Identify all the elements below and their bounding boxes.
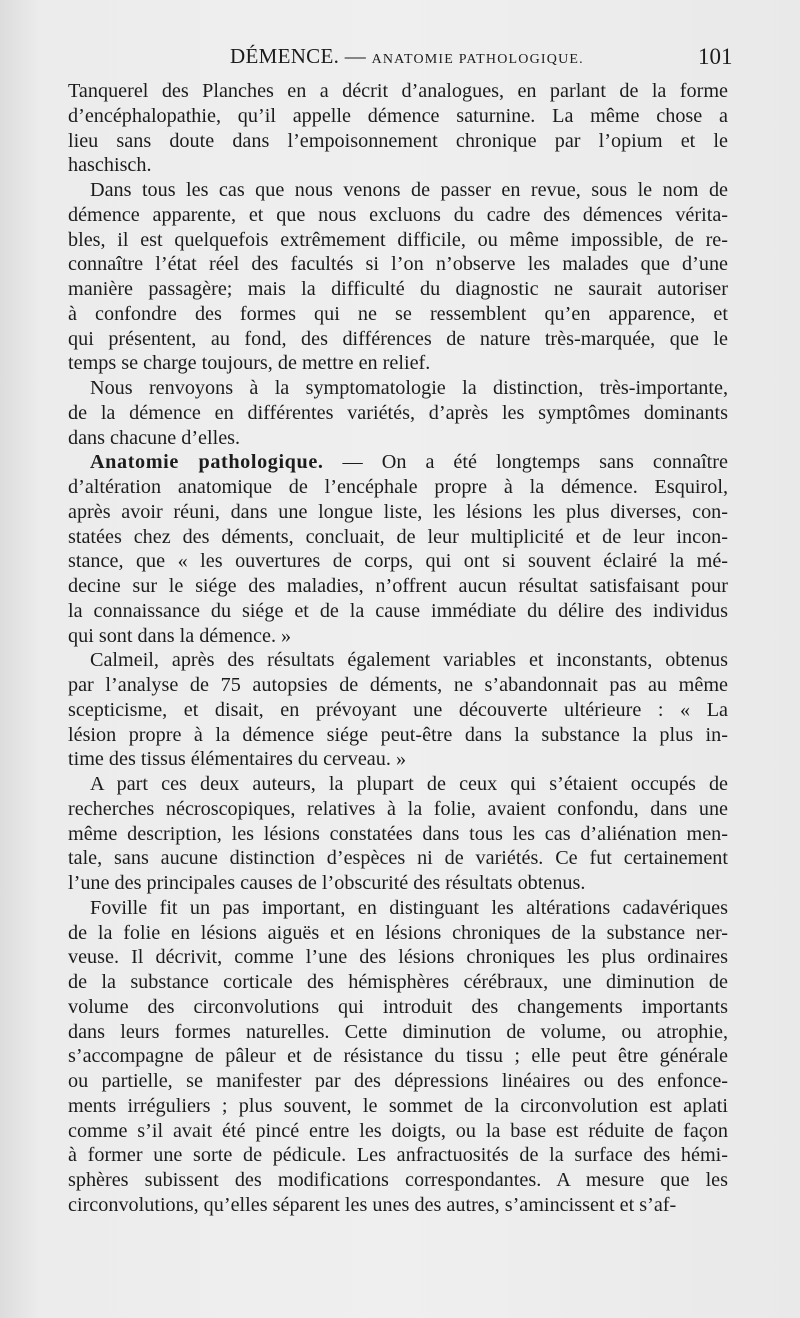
text-line: A part ces deux auteurs, la plupart de ceux qui s’étaient occupés de <box>90 773 728 795</box>
text-line: dans leurs formes naturelles. Cette diminution de volume, ou atrophie, <box>68 1020 728 1043</box>
text-line: qui sont dans la démence. » <box>68 624 292 647</box>
text-line: Nous renvoyons à la symptomatologie la distinction, très-importante, <box>90 377 728 399</box>
text-line: connaître l’état réel des facultés si l’on n’observe les malades que d’une <box>68 253 728 276</box>
page-number: 101 <box>698 44 733 69</box>
text-line: Tanquerel des Planches en a décrit d’analogues, en parlant de la forme <box>68 80 728 102</box>
text-line: bles, il est quelquefois extrêmement difficile, ou même impossible, de re- <box>68 228 728 251</box>
text-line: circonvolutions, qu’elles séparent les unes des autres, s’amincissent et s’af- <box>68 1193 677 1216</box>
text-line: comme s’il avait été pincé entre les doigts, ou la base est réduite de façon <box>68 1119 728 1142</box>
text-line: stance, que « les ouvertures de corps, qui ont si souvent éclairé la mé- <box>68 550 728 573</box>
text-line: lésion propre à la démence siége peut-être dans la substance la plus in- <box>68 723 728 746</box>
text-line <box>68 450 728 475</box>
text-line: démence apparente, et que nous excluons du cadre des démences vérita- <box>68 203 728 226</box>
text-line: scepticisme, et disait, en prévoyant une découverte ultérieure : « La <box>68 698 728 721</box>
running-title-main: DÉMENCE. <box>230 44 340 68</box>
text-line: après avoir réuni, dans une longue liste, les lésions les plus diverses, con- <box>68 500 728 523</box>
heading-line-rest: — On a été longtemps sans connaître <box>323 451 728 474</box>
text-line: lieu sans doute dans l’empoisonnement chronique par l’opium et le <box>68 129 728 152</box>
paragraph <box>68 376 728 450</box>
text-line: Calmeil, après des résultats également variables et inconstants, obtenus <box>90 649 728 672</box>
text-line: l’une des principales causes de l’obscurité des résultats obtenus. <box>68 872 586 894</box>
text-line: Foville fit un pas important, en distinguant les altérations cadavériques <box>90 896 728 919</box>
text-line: d’altération anatomique de l’encéphale propre à la démence. Esquirol, <box>68 476 728 498</box>
body-text <box>68 79 728 1218</box>
text-line: dans chacune d’elles. <box>68 426 241 449</box>
text-line: time des tissus élémentaires du cerveau. » <box>68 748 407 771</box>
text-line: d’encéphalopathie, qu’il appelle démence saturnine. La même chose a <box>68 104 728 127</box>
text-line: à confondre des formes qui ne se ressemblent qu’en apparence, et <box>68 302 728 325</box>
text-line: qui présentent, au fond, des différences de nature très-marquée, que le <box>68 327 728 350</box>
text-line: tale, sans aucune distinction d’espèces ni de variétés. Ce fut certainement <box>68 847 728 870</box>
running-title <box>230 44 584 69</box>
paragraph <box>68 772 728 896</box>
paragraph <box>68 79 728 178</box>
paragraph <box>68 450 728 648</box>
text-line: temps se charge toujours, de mettre en relief. <box>68 352 431 375</box>
text-line: manière passagère; mais la difficulté du diagnostic ne saurait autoriser <box>68 278 728 300</box>
running-title-section: ANATOMIE PATHOLOGIQUE. <box>371 52 584 67</box>
text-line: s’accompagne de pâleur et de résistance du tissu ; elle peut être générale <box>68 1045 728 1068</box>
section-heading: Anatomie pathologique. <box>90 451 324 474</box>
text-line: decine sur le siége des maladies, n’offrent aucun résultat satisfaisant pour <box>68 575 728 597</box>
running-title-dash: — <box>339 44 372 68</box>
text-line: veuse. Il décrivit, comme l’une des lésions chroniques les plus ordinaires <box>68 946 728 969</box>
text-line: de la folie en lésions aiguës et en lésions chroniques de la substance ner- <box>68 921 728 944</box>
text-line: volume des circonvolutions qui introduit des changements importants <box>68 995 728 1018</box>
text-line: de la démence en différentes variétés, d’après les symptômes dominants <box>68 401 728 424</box>
text-line: ou partielle, se manifester par des dépressions linéaires ou des enfonce- <box>68 1070 728 1092</box>
text-line: à former une sorte de pédicule. Les anfractuosités de la surface des hémi- <box>68 1144 728 1167</box>
text-line: Dans tous les cas que nous venons de passer en revue, sous le nom de <box>90 179 728 201</box>
text-line: statées chez des déments, concluait, de leur multiplicité et de leur incon- <box>68 525 728 548</box>
paragraph <box>68 896 728 1218</box>
text-line: sphères subissent des modifications correspondantes. A mesure que les <box>68 1169 728 1191</box>
paragraph <box>68 648 728 772</box>
text-line: par l’analyse de 75 autopsies de déments, ne s’abandonnait pas au même <box>68 674 728 696</box>
paragraph <box>68 178 728 376</box>
text-line: la connaissance du siége et de la cause immédiate du délire des individus <box>68 599 728 622</box>
running-header <box>0 42 800 74</box>
text-line: de la substance corticale des hémisphères cérébraux, une diminution de <box>68 971 728 993</box>
text-line: ments irréguliers ; plus souvent, le sommet de la circonvolution est aplati <box>68 1094 728 1117</box>
text-line: recherches nécroscopiques, relatives à la folie, avaient confondu, dans une <box>68 797 728 820</box>
text-line: même description, les lésions constatées dans tous les cas d’aliénation men- <box>68 822 728 845</box>
text-line: haschisch. <box>68 154 152 177</box>
